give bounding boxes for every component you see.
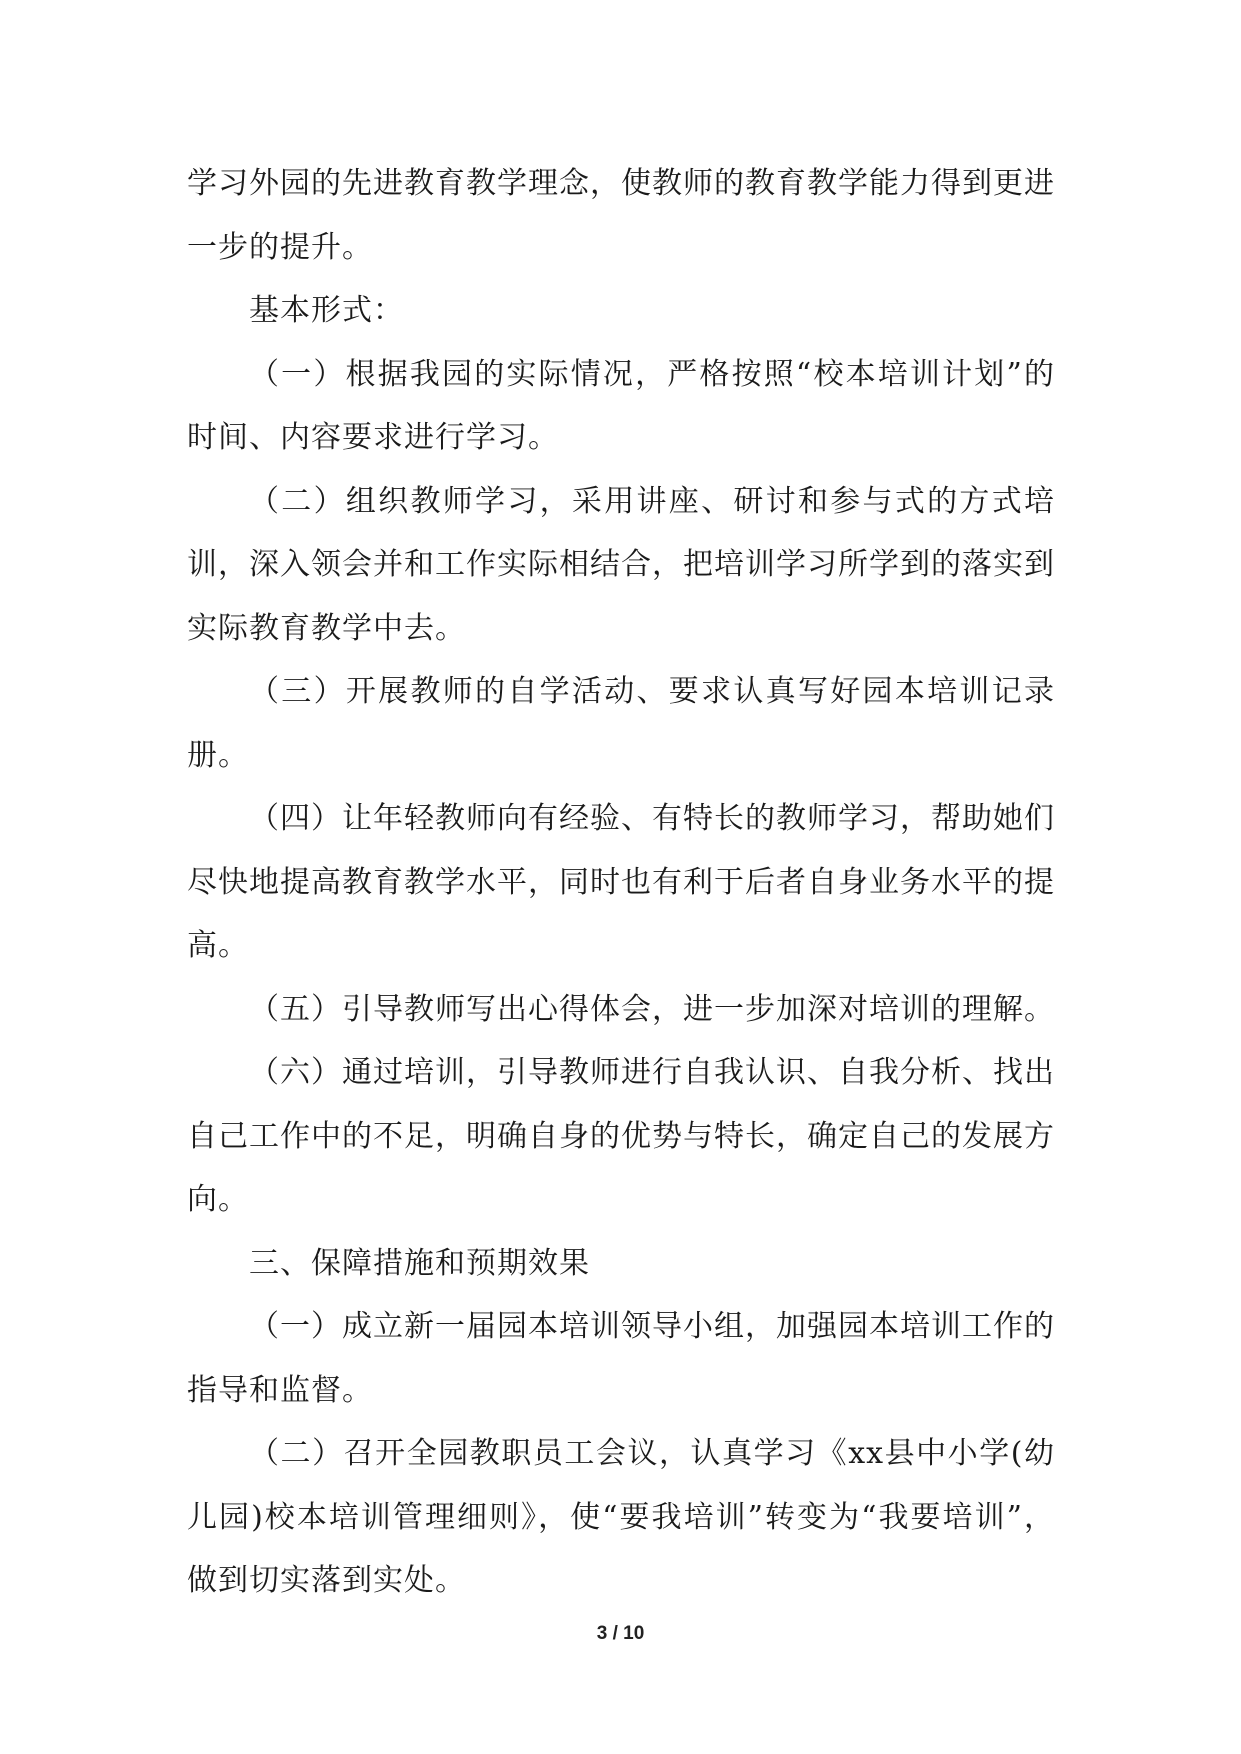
page-number: 3 / 10 <box>596 1623 645 1644</box>
section-heading: 三、保障措施和预期效果 <box>249 1245 590 1281</box>
paragraph: （三）开展教师的自学活动、要求认真写好园本培训记录册。 <box>187 674 1055 773</box>
paragraph: （二）召开全园教职员工会议，认真学习《xx县中小学(幼儿园)校本培训管理细则》，使“要我培训”转变为“我要培训”，做到切实落到实处。 <box>187 1436 1055 1598</box>
paragraph: （一）根据我园的实际情况，严格按照“校本培训计划”的时间、内容要求进行学习。 <box>187 356 1055 455</box>
paragraph: （一）成立新一届园本培训领导小组，加强园本培训工作的指导和监督。 <box>187 1309 1055 1408</box>
section-heading: 基本形式： <box>249 293 404 328</box>
paragraph: 学习外园的先进教育教学理念，使教师的教育教学能力得到更进一步的提升。 <box>187 166 1055 265</box>
paragraph: （五）引导教师写出心得体会，进一步加深对培训的理解。 <box>249 991 1055 1027</box>
paragraph: （四）让年轻教师向有经验、有特长的教师学习，帮助她们尽快地提高教育教学水平，同时也有利于后者自身业务水平的提高。 <box>187 801 1055 963</box>
document-body <box>187 152 1055 1613</box>
paragraph: （六）通过培训，引导教师进行自我认识、自我分析、找出自己工作中的不足，明确自身的优势与特长，确定自己的发展方向。 <box>187 1055 1055 1217</box>
paragraph: （二）组织教师学习，采用讲座、研讨和参与式的方式培训，深入领会并和工作实际相结合，把培训学习所学到的落实到实际教育教学中去。 <box>187 483 1055 646</box>
